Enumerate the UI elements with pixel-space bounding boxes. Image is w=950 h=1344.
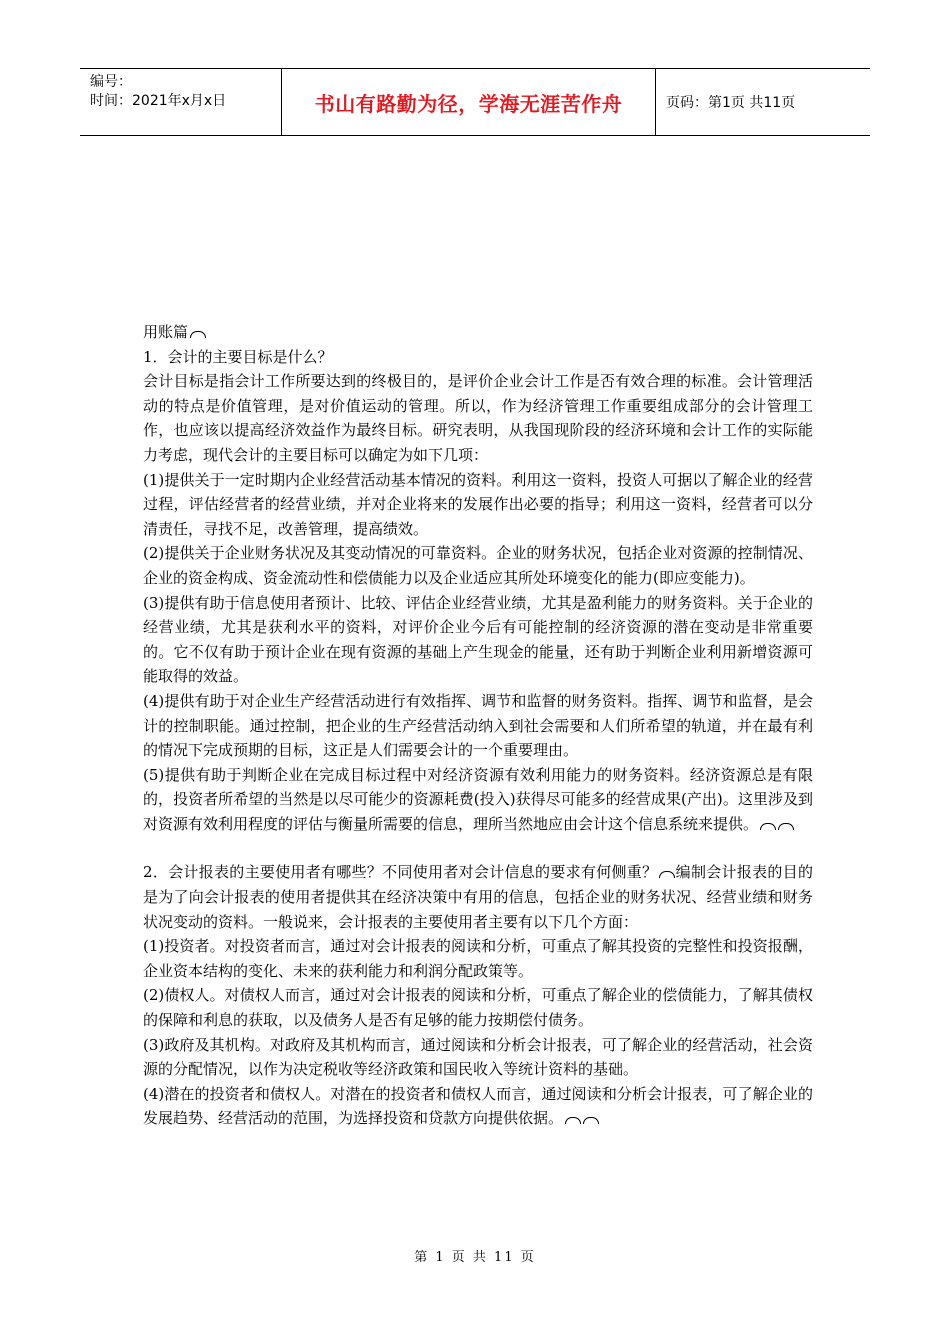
header-motto: 书山有路勤为径，学海无涯苦作舟: [282, 69, 656, 135]
section-heading: 用账篇: [143, 320, 813, 345]
question-1-title: 1．会计的主要目标是什么？: [143, 347, 333, 366]
question-1-intro: 会计目标是指会计工作所要达到的终极目的，是评价企业会计工作是否有效合理的标准。会计管理活动的特点是价值管理，是对价值运动的管理。所以，作为经济管理工作重要组成部分的会计管理工作，也应该以提高经济效益作为最终目标。研究表明，从我国现阶段的经济环境和会计工作的实际能力考虑，现代会计的主要目标可以确定为如下几项：: [143, 372, 813, 464]
question-1-point-1: (1)提供关于一定时期内企业经营活动基本情况的资料。利用这一资料，投资人可据以了解企业的经营过程，评估经营者的经营业绩，并对企业将来的发展作出必要的指导；利用这一资料，经营者可以分清责任，寻找不足，改善管理，提高绩效。: [143, 470, 813, 538]
question-2-point-1: (1)投资者。对投资者而言，通过对会计报表的阅读和分析，可重点了解其投资的完整性和投资报酬，企业资本结构的变化、未来的获利能力和利润分配政策等。: [143, 937, 813, 980]
header-meta: [80, 69, 282, 135]
question-2-paragraph: [143, 860, 813, 934]
document-number-label: 编号：: [90, 74, 132, 90]
anchor-mark-icon: [659, 871, 675, 878]
question-2-intro: 编制会计报表的目的是为了向会计报表的使用者提供其在经济决策中有用的信息，包括企业的财务状况、经营业绩和财务状况变动的资料。一般说来，会计报表的主要使用者主要有以下几个方面：: [143, 863, 813, 931]
question-2-title: 2．会计报表的主要使用者有哪些？不同使用者对会计信息的要求有何侧重？: [143, 863, 658, 882]
question-2-point-2: (2)债权人。对债权人而言，通过对会计报表的阅读和分析，可重点了解企业的偿债能力，了解其债权的保障和利息的获取，以及债务人是否有足够的能力按期偿付债务。: [143, 986, 813, 1030]
anchor-mark-icon: [583, 1117, 599, 1124]
question-1-point-3: (3)提供有助于信息使用者预计、比较、评估企业经营业绩，尤其是盈利能力的财务资料。关于企业的经营业绩，尤其是获利水平的资料，对评价企业今后有可能控制的经济资源的潜在变动是非常重要的。它不仅有助于预计企业在现有资源的基础上产生现金的能量，还有助于判断企业利用新增资源可能取得的效益。: [143, 593, 813, 686]
question-1-point-2: (2)提供关于企业财务状况及其变动情况的可靠资料。企业的财务状况，包括企业对资源的控制情况、企业的资金构成、资金流动性和偿债能力以及企业适应其所处环境变化的能力(即应变能力)。: [143, 544, 813, 587]
question-1-point-5: (5)提供有助于判断企业在完成目标过程中对经济资源有效利用能力的财务资料。经济资源总是有限的，投资者所希望的当然是以尽可能少的资源耗费(投入)获得尽可能多的经营成果(产出)。这里涉及到对资源有效利用程度的评估与衡量所需要的信息，理所当然地应由会计这个信息系统来提供。: [143, 765, 813, 833]
anchor-mark-icon: [565, 1117, 581, 1124]
document-body: [143, 320, 813, 1131]
anchor-mark-icon: [778, 823, 794, 830]
anchor-mark-icon: [760, 823, 776, 830]
page-footer: 第 1 页 共 11 页: [414, 1250, 536, 1265]
page-header: [80, 68, 870, 136]
question-1-point-4: (4)提供有助于对企业生产经营活动进行有效指挥、调节和监督的财务资料。指挥、调节和监督，是会计的控制职能。通过控制，把企业的生产经营活动纳入到社会需要和人们所希望的轨道，并在最有利的情况下完成预期的目标，这正是人们需要会计的一个重要理由。: [143, 691, 813, 760]
question-2-point-4: (4)潜在的投资者和债权人。对潜在的投资者和债权人而言，通过阅读和分析会计报表，可了解企业的发展趋势、经营活动的范围，为选择投资和贷款方向提供依据。: [143, 1084, 813, 1128]
anchor-mark-icon: [190, 331, 206, 338]
document-date: 时间：2021年x月x日: [90, 93, 227, 109]
header-page-info: 页码：第1页 共11页: [666, 95, 796, 111]
question-2-point-3: (3)政府及其机构。对政府及其机构而言，通过阅读和分析会计报表，可了解企业的经营活动，社会资源的分配情况，以作为决定税收等经济政策和国民收入等统计资料的基础。: [143, 1035, 813, 1079]
